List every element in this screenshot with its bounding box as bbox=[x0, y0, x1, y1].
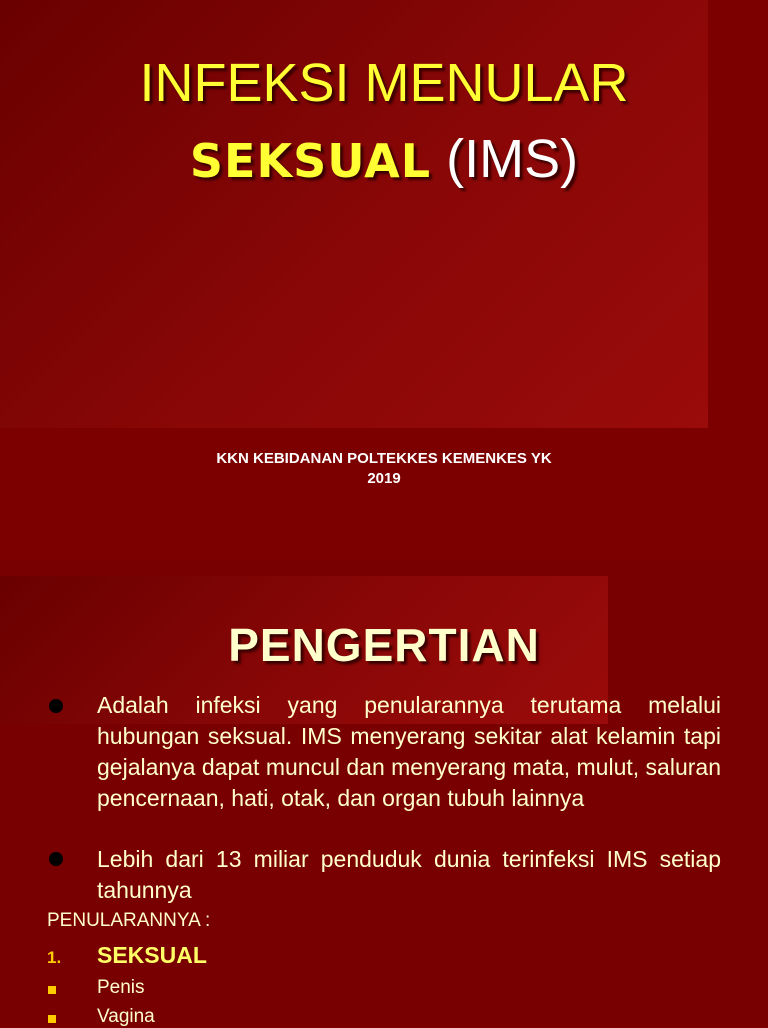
bullet-statistic: Lebih dari 13 miliar penduduk dunia terinfeksi IMS setiap tahunnya bbox=[97, 846, 721, 903]
list-number: 1. bbox=[47, 948, 62, 967]
list-item-seksual: SEKSUAL bbox=[97, 942, 207, 968]
square-bullet-icon bbox=[48, 986, 56, 994]
section-heading: PENGERTIAN bbox=[228, 619, 540, 671]
title-line-1: INFEKSI MENULAR bbox=[139, 53, 629, 113]
credit-institution: KKN KEBIDANAN POLTEKKES KEMENKES YK bbox=[216, 450, 552, 467]
subitem-penis: Penis bbox=[97, 977, 145, 998]
title-line-2 bbox=[0, 128, 768, 190]
title-seksual-word: SEKSUAL bbox=[189, 134, 432, 188]
bullet-dot-icon bbox=[49, 852, 63, 866]
bullet-definition: Adalah infeksi yang penularannya terutama melalui hubungan seksual. IMS menyerang sekitar alat kelamin tapi gejalanya dapat muncul dan menyerang mata, mulut, saluran pencernaan, hati, otak, dan organ tubuh lainnya bbox=[97, 692, 721, 811]
subitem-vagina: Vagina bbox=[97, 1006, 155, 1027]
title-ims-word: (IMS) bbox=[446, 129, 579, 189]
bullet-dot-icon bbox=[49, 699, 63, 713]
square-bullet-icon bbox=[48, 1015, 56, 1023]
transmission-subheading: PENULARANNYA : bbox=[47, 910, 211, 931]
credit-year: 2019 bbox=[367, 470, 401, 487]
